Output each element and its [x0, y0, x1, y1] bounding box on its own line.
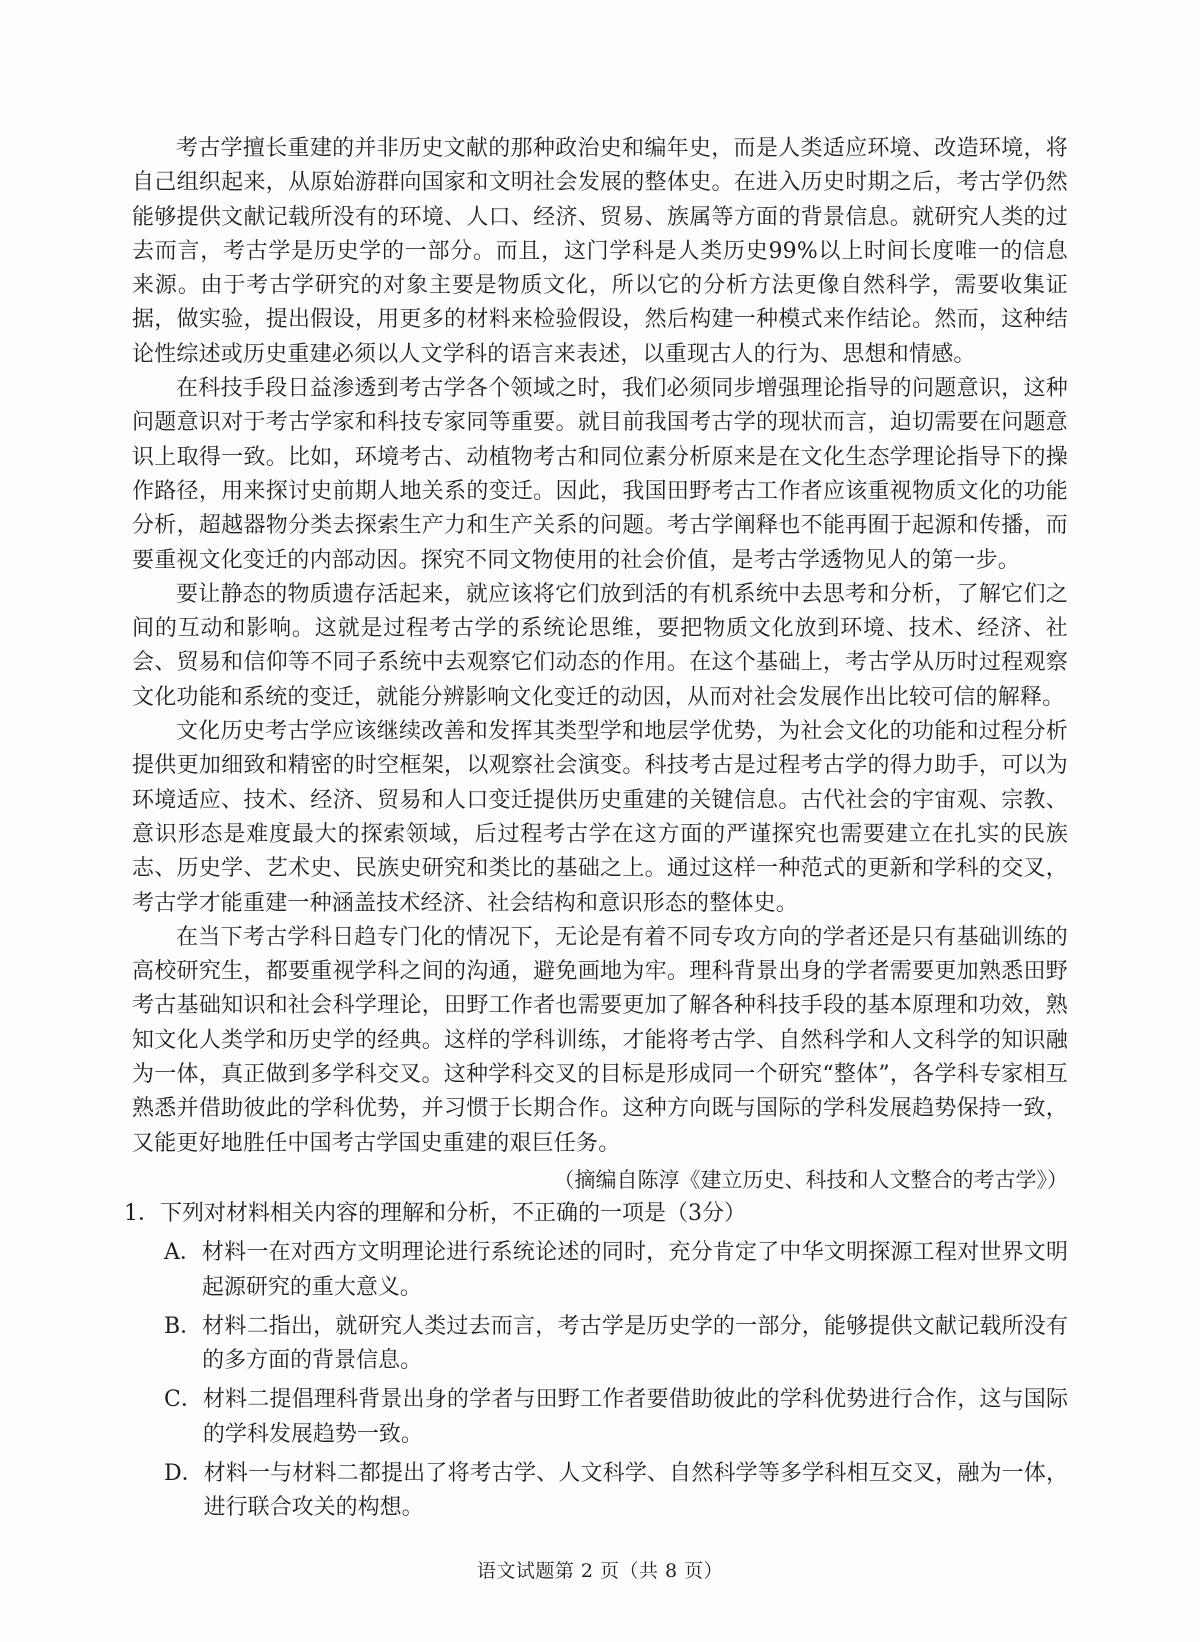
option-letter: C． — [164, 1387, 203, 1413]
option-text: 材料二提倡理科背景出身的学者与田野工作者要借助彼此的学科优势进行合作，这与国际的学科发展趋势一致。 — [202, 1387, 1068, 1447]
article-paragraph-1: 考古学擅长重建的并非历史文献的那种政治史和编年史，而是人类适应环境、改造环境，将自己组织起来，从原始游群向国家和文明社会发展的整体史。在进入历史时期之后，考古学仍然能够提供文献记载所没有的环境、人口、经济、贸易、族属等方面的背景信息。就研究人类的过去而言，考古学是历史学的一部分。而且，这门学科是人类历史99%以上时间长度唯一的信息来源。由于考古学研究的对象主要是物质文化，所以它的分析方法更像自然科学，需要收集证据，做实验，提出假设，用更多的材料来检验假设，然后构建一种模式来作结论。然而，这种结论性综述或历史重建必须以人文学科的语言来表述，以重现古人的行为、思想和情感。 — [132, 136, 1068, 367]
option-a — [164, 1236, 1068, 1305]
article-source: （摘编自陈淳《建立历史、科技和人文整合的考古学》） — [553, 1167, 1068, 1192]
article-paragraph-4: 文化历史考古学应该继续改善和发挥其类型学和地层学优势，为社会文化的功能和过程分析提供更加细致和精密的时空框架，以观察社会演变。科技考古是过程考古学的得力助手，可以为环境适应、技术、经济、贸易和人口变迁提供历史重建的关键信息。古代社会的宇宙观、宗教、意识形态是难度最大的探索领域，后过程考古学在这方面的严谨探究也需要建立在扎实的民族志、历史学、艺术史、民族史研究和类比的基础之上。通过这样一种范式的更新和学科的交叉，考古学才能重建一种涵盖技术经济、社会结构和意识形态的整体史。 — [132, 719, 1068, 916]
option-letter: D． — [164, 1460, 204, 1486]
option-text: 材料二指出，就研究人类过去而言，考古学是历史学的一部分，能够提供文献记载所没有的多方面的背景信息。 — [202, 1313, 1068, 1374]
page-content — [124, 132, 1068, 1531]
page-footer: 语文试题第 2 页（共 8 页） — [476, 1560, 724, 1582]
option-d — [164, 1457, 1068, 1526]
option-letter: B． — [164, 1313, 203, 1339]
option-text: 材料一在对西方文明理论进行系统论述的同时，充分肯定了中华文明探源工程对世界文明起源研究的重大意义。 — [201, 1240, 1068, 1300]
option-c — [164, 1383, 1068, 1452]
article-paragraph-3: 要让静态的物质遗存活起来，就应该将它们放到活的有机系统中去思考和分析，了解它们之间的互动和影响。这就是过程考古学的系统论思维，要把物质文化放到环境、技术、经济、社会、贸易和信仰等不同子系统中去观察它们动态的作用。在这个基础上，考古学从历时过程观察文化功能和系统的变迁，就能分辨影响文化变迁的动因，从而对社会发展作出比较可信的解释。 — [132, 581, 1068, 710]
option-text: 材料一与材料二都提出了将考古学、人文科学、自然科学等多学科相互交叉，融为一体，进行联合攻关的构想。 — [203, 1460, 1068, 1521]
question-options — [132, 1236, 1068, 1525]
question-stem: 1．下列对材料相关内容的理解和分析，不正确的一项是（3分） — [124, 1200, 746, 1226]
article-paragraph-2: 在科技手段日益渗透到考古学各个领域之时，我们必须同步增强理论指导的问题意识，这种问题意识对于考古学家和科技专家同等重要。就目前我国考古学的现状而言，迫切需要在问题意识上取得一致。比如，环境考古、动植物考古和同位素分析原来是在文化生态学理论指导下的操作路径，用来探讨史前期人地关系的变迁。因此，我国田野考古工作者应该重视物质文化的功能分析，超越器物分类去探索生产力和生产关系的问题。考古学阐释也不能再囿于起源和传播，而要重视文化变迁的内部动因。探究不同文物使用的社会价值，是考古学透物见人的第一步。 — [132, 376, 1068, 573]
option-letter: A． — [164, 1240, 202, 1266]
option-b — [164, 1310, 1068, 1379]
article-paragraph-5: 在当下考古学科日趋专门化的情况下，无论是有着不同专攻方向的学者还是只有基础训练的高校研究生，都要重视学科之间的沟通，避免画地为牢。理科背景出身的学者需要更加熟悉田野考古基础知识和社会科学理论，田野工作者也需要更加了解各种科技手段的基本原理和功效，熟知文化人类学和历史学的经典。这样的学科训练，才能将考古学、自然科学和人文科学的知识融为一体，真正做到多学科交叉。这种学科交叉的目标是形成同一个研究“整体”，各学科专家相互熟悉并借助彼此的学科优势，并习惯于长期合作。这种方向既与国际的学科发展趋势保持一致，又能更好地胜任中国考古学国史重建的艰巨任务。 — [132, 924, 1068, 1156]
